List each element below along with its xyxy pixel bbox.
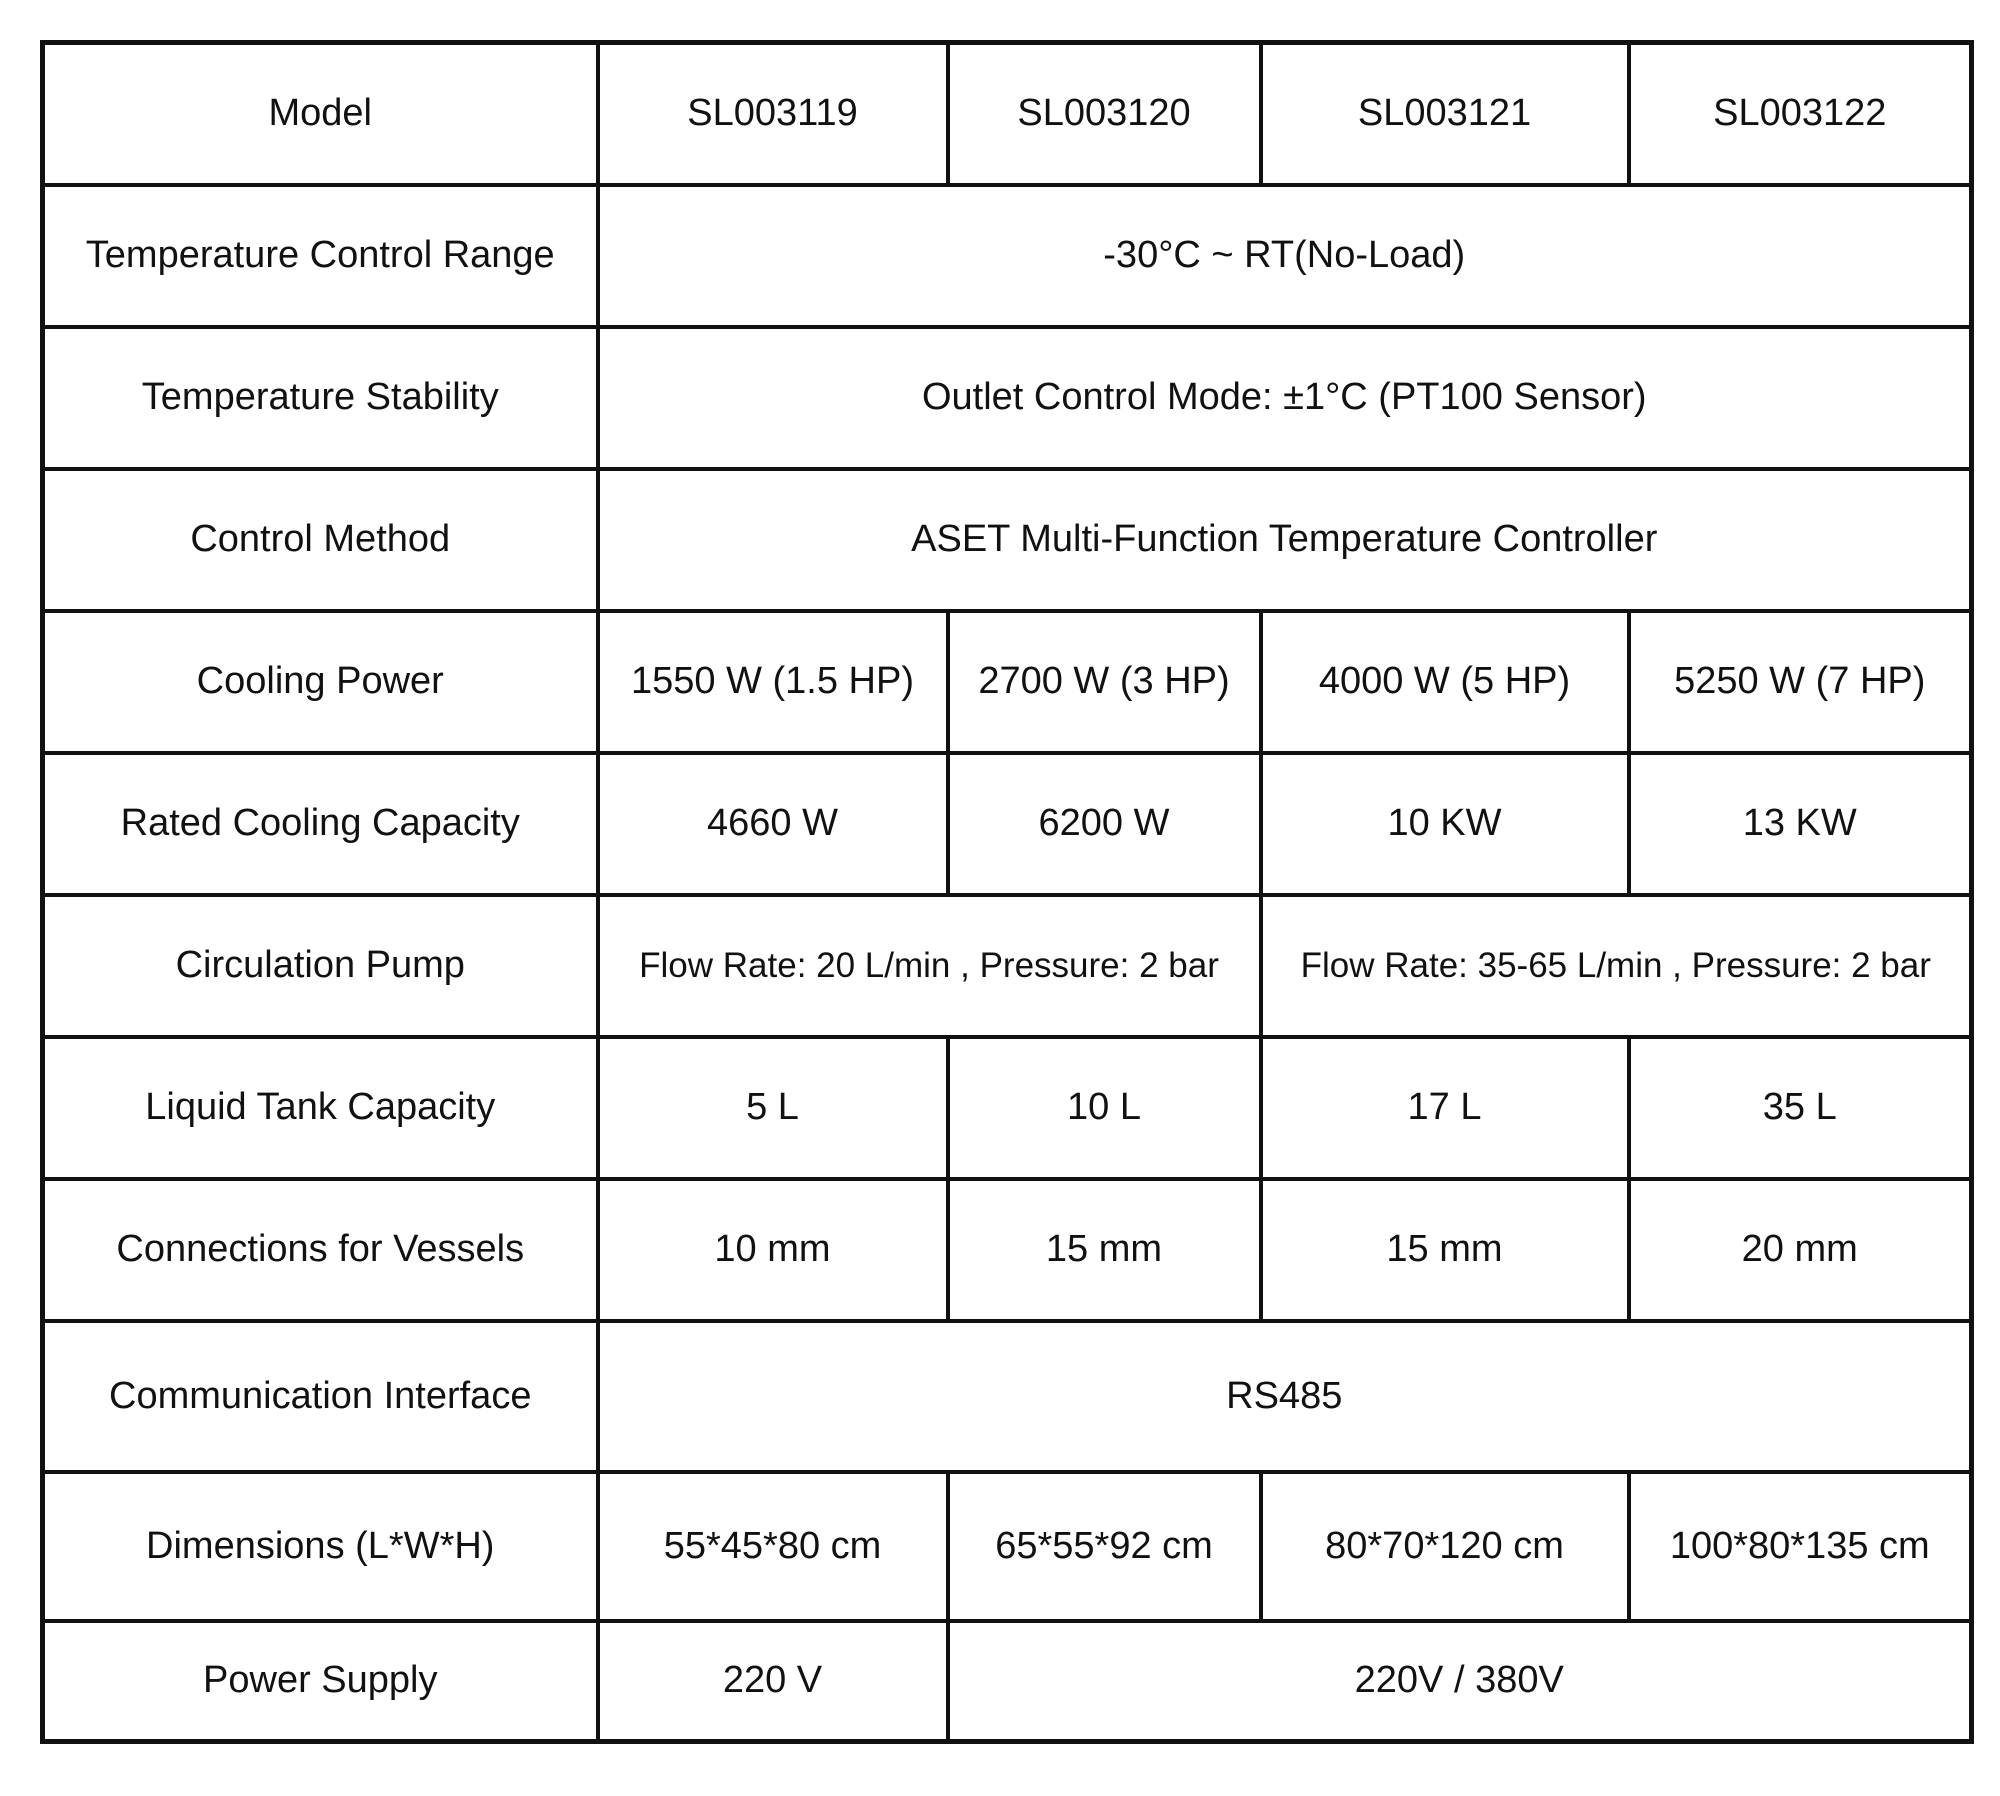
table-row-cooling-power [43, 611, 1972, 753]
liquid-tank-capacity-cell-3: 17 L [1261, 1037, 1629, 1179]
row-label-power-supply: Power Supply [43, 1621, 598, 1742]
dimensions-cell-4: 100*80*135 cm [1629, 1472, 1972, 1621]
table-row-temperature-control-range [43, 185, 1972, 327]
model-cell-4: SL003122 [1629, 43, 1972, 185]
rated-cooling-capacity-cell-2: 6200 W [948, 753, 1261, 895]
table-row-dimensions [43, 1472, 1972, 1621]
table-row-communication-interface [43, 1321, 1972, 1472]
cooling-power-cell-1: 1550 W (1.5 HP) [598, 611, 948, 753]
table-row-connections-for-vessels [43, 1179, 1972, 1321]
model-cell-1: SL003119 [598, 43, 948, 185]
liquid-tank-capacity-cell-4: 35 L [1629, 1037, 1972, 1179]
cooling-power-cell-4: 5250 W (7 HP) [1629, 611, 1972, 753]
dimensions-cell-2: 65*55*92 cm [948, 1472, 1261, 1621]
circulation-pump-cell-1: Flow Rate: 20 L/min , Pressure: 2 bar [598, 895, 1261, 1037]
table-row-liquid-tank-capacity [43, 1037, 1972, 1179]
table-row-model [43, 43, 1972, 185]
model-cell-3: SL003121 [1261, 43, 1629, 185]
liquid-tank-capacity-cell-1: 5 L [598, 1037, 948, 1179]
connections-for-vessels-cell-1: 10 mm [598, 1179, 948, 1321]
rated-cooling-capacity-cell-1: 4660 W [598, 753, 948, 895]
temperature-stability-value: Outlet Control Mode: ±1°C (PT100 Sensor) [598, 327, 1972, 469]
circulation-pump-cell-2: Flow Rate: 35-65 L/min , Pressure: 2 bar [1261, 895, 1972, 1037]
model-cell-2: SL003120 [948, 43, 1261, 185]
liquid-tank-capacity-cell-2: 10 L [948, 1037, 1261, 1179]
row-label-dimensions: Dimensions (L*W*H) [43, 1472, 598, 1621]
table-row-circulation-pump [43, 895, 1972, 1037]
communication-interface-value: RS485 [598, 1321, 1972, 1472]
table-row-temperature-stability [43, 327, 1972, 469]
row-label-temperature-stability: Temperature Stability [43, 327, 598, 469]
rated-cooling-capacity-cell-3: 10 KW [1261, 753, 1629, 895]
row-label-rated-cooling-capacity: Rated Cooling Capacity [43, 753, 598, 895]
dimensions-cell-1: 55*45*80 cm [598, 1472, 948, 1621]
cooling-power-cell-3: 4000 W (5 HP) [1261, 611, 1629, 753]
row-label-liquid-tank-capacity: Liquid Tank Capacity [43, 1037, 598, 1179]
row-label-cooling-power: Cooling Power [43, 611, 598, 753]
temperature-control-range-value: -30°C ~ RT(No-Load) [598, 185, 1972, 327]
connections-for-vessels-cell-2: 15 mm [948, 1179, 1261, 1321]
dimensions-cell-3: 80*70*120 cm [1261, 1472, 1629, 1621]
power-supply-cell-1: 220 V [598, 1621, 948, 1742]
spec-table [40, 40, 1974, 1744]
table-row-rated-cooling-capacity [43, 753, 1972, 895]
table-row-power-supply [43, 1621, 1972, 1742]
rated-cooling-capacity-cell-4: 13 KW [1629, 753, 1972, 895]
row-label-circulation-pump: Circulation Pump [43, 895, 598, 1037]
row-label-control-method: Control Method [43, 469, 598, 611]
cooling-power-cell-2: 2700 W (3 HP) [948, 611, 1261, 753]
row-label-temperature-control-range: Temperature Control Range [43, 185, 598, 327]
table-row-control-method [43, 469, 1972, 611]
connections-for-vessels-cell-4: 20 mm [1629, 1179, 1972, 1321]
power-supply-cell-2: 220V / 380V [948, 1621, 1972, 1742]
row-label-connections-for-vessels: Connections for Vessels [43, 1179, 598, 1321]
row-label-model: Model [43, 43, 598, 185]
row-label-communication-interface: Communication Interface [43, 1321, 598, 1472]
control-method-value: ASET Multi-Function Temperature Controller [598, 469, 1972, 611]
connections-for-vessels-cell-3: 15 mm [1261, 1179, 1629, 1321]
